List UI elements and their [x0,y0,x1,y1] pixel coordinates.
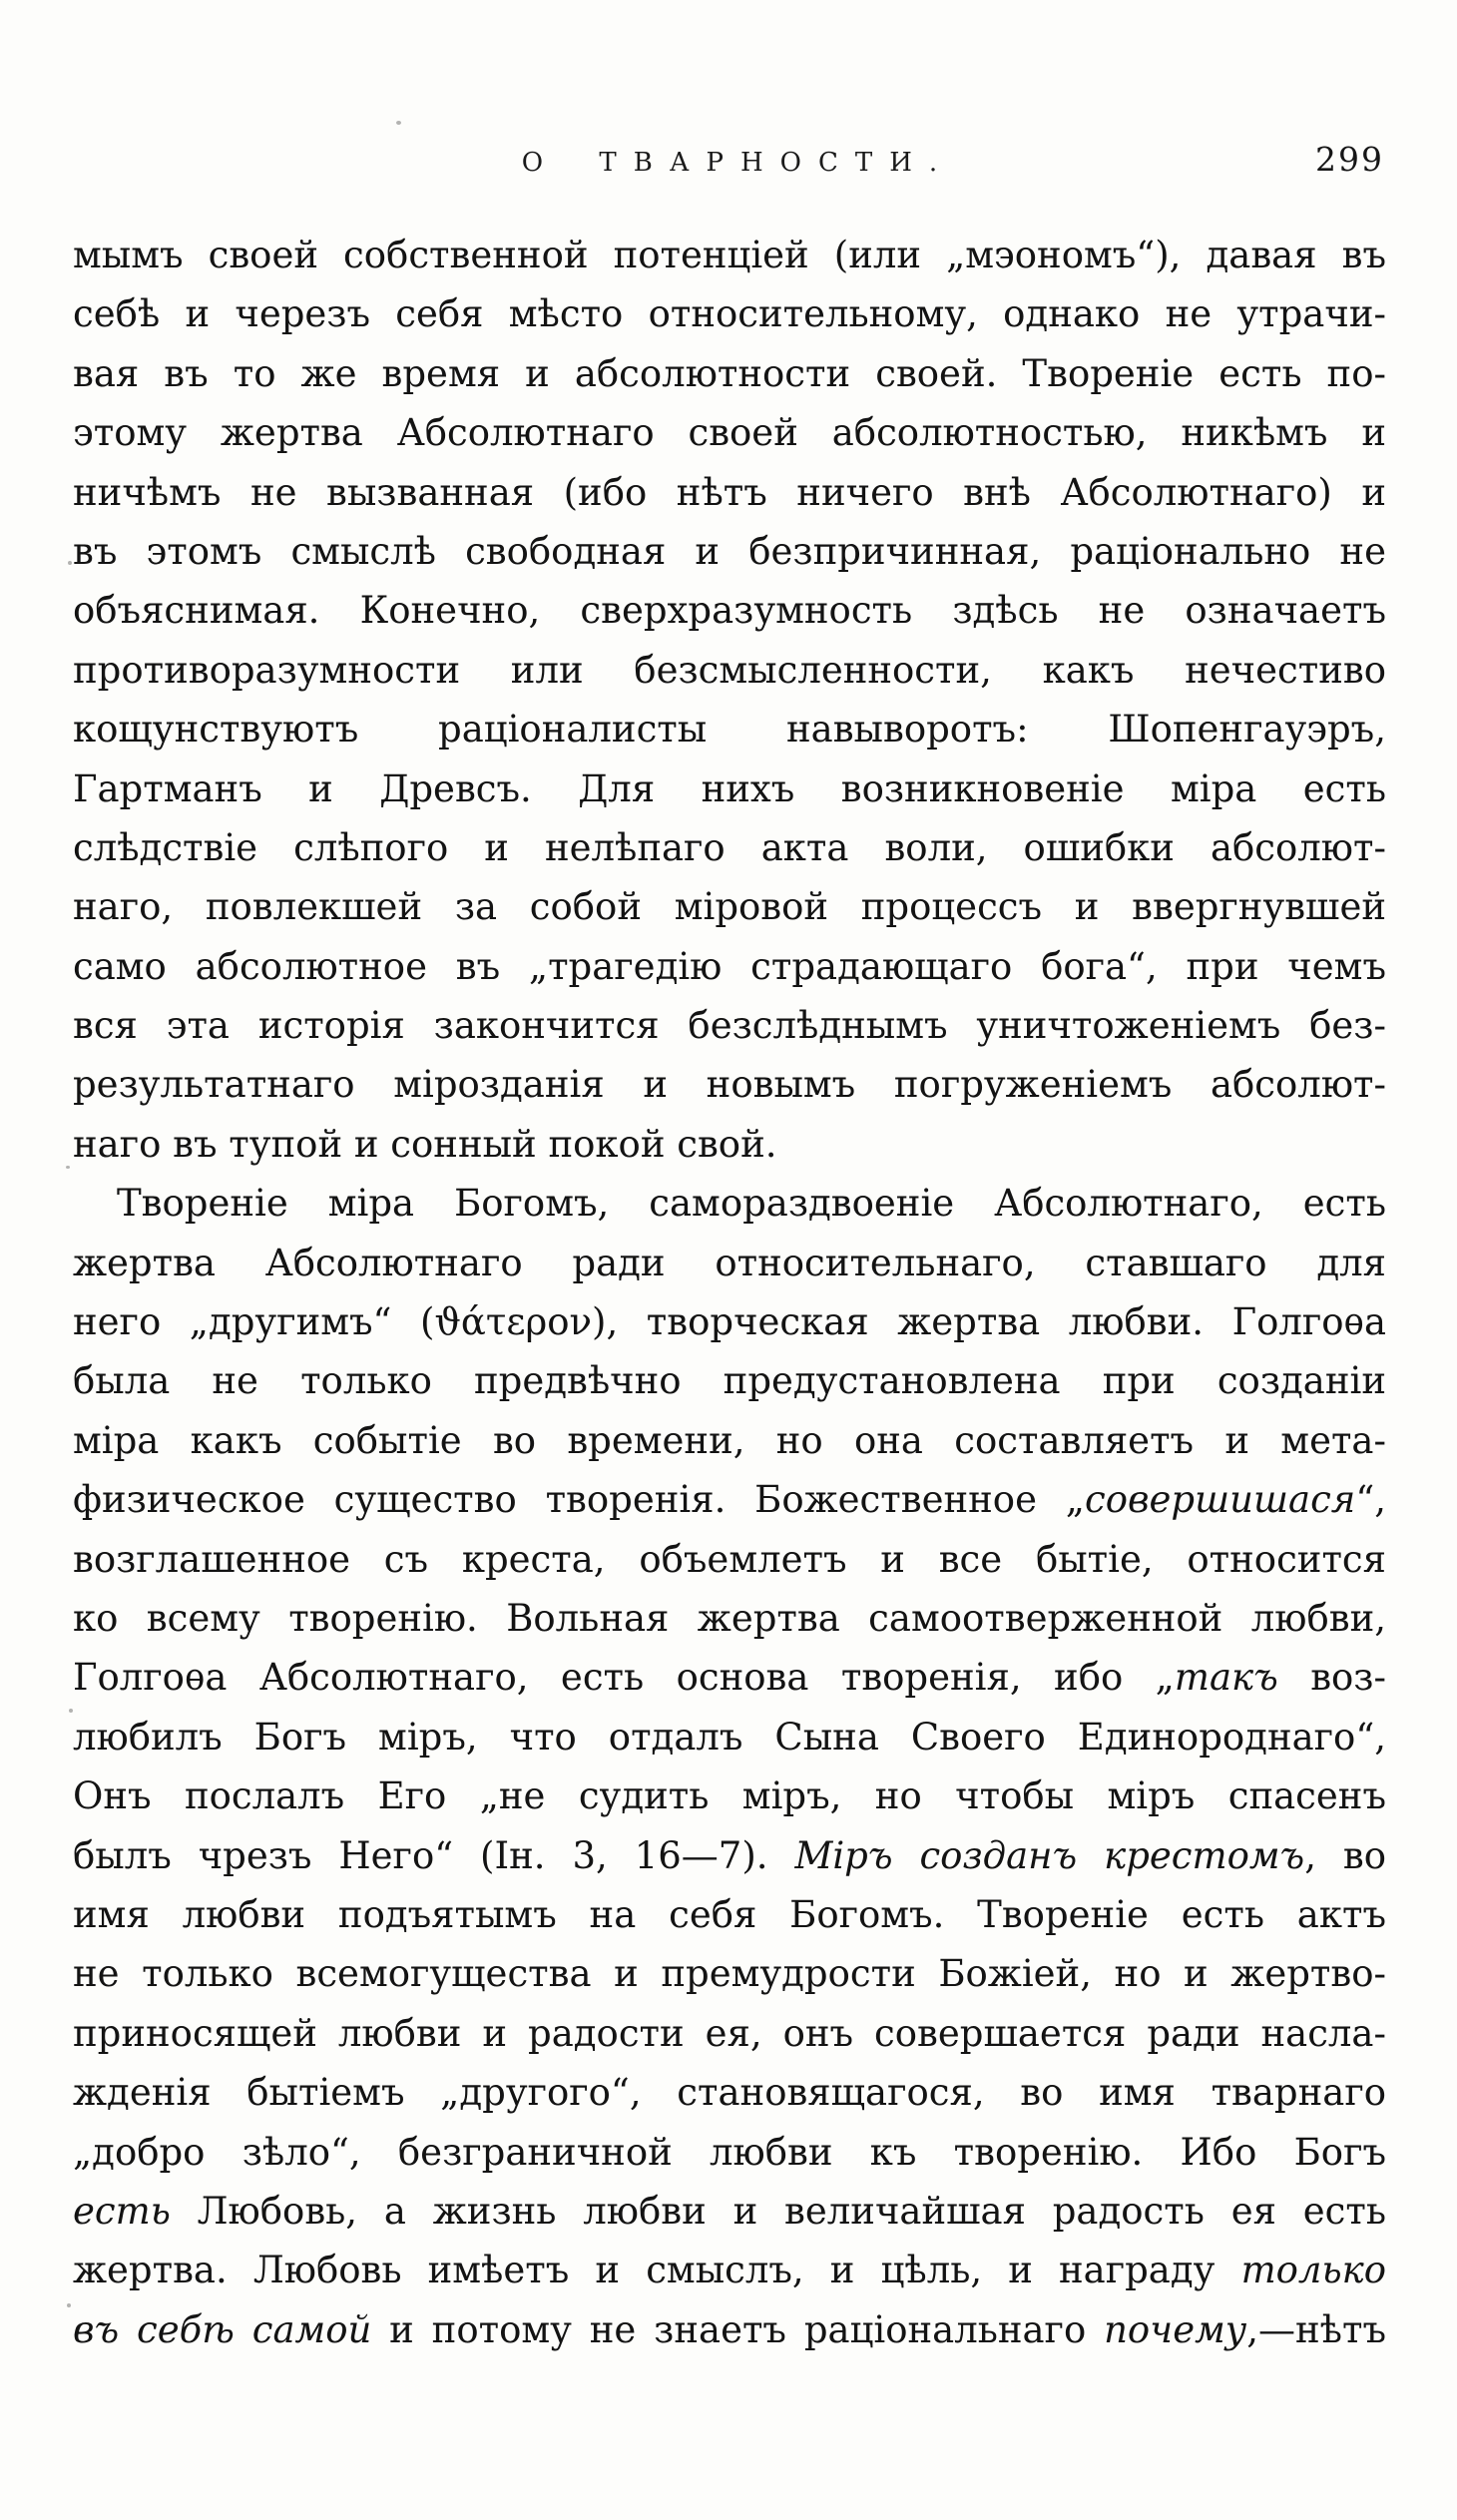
text-segment: ,—нѣтъ [1246,2307,1386,2351]
text-segment: въ этомъ смыслѣ свободная и безпричинная, раціонально не [73,529,1386,573]
text-line [73,1944,1386,2003]
text-line [73,1470,1386,1529]
italic-text-segment: совершишася [1084,1478,1356,1522]
text-segment: вся эта исторія закончится безслѣднымъ уничтоженіемъ без- [73,1004,1386,1048]
text-segment: воз- [1277,1656,1386,1700]
text-line [73,1885,1386,1944]
text-line [73,1648,1386,1707]
text-line [73,1530,1386,1589]
text-line [73,937,1386,996]
text-line [73,1055,1386,1114]
italic-text-segment: такъ [1174,1656,1278,1700]
text-segment: Гартманъ и Древсъ. Для нихъ возникновеніе міра есть [73,766,1386,810]
text-line [73,641,1386,700]
text-segment: само абсолютное въ „трагедію страдающаго бога“, при чемъ [73,944,1386,988]
text-segment: жденія бытіемъ „другого“, становящагося, во имя тварнаго [73,2071,1386,2115]
text-line [73,1708,1386,1766]
text-segment: жертва. Любовь имѣетъ и смыслъ, и цѣль, и награду [73,2249,1241,2292]
italic-text-segment: есть [73,2189,171,2233]
text-line [73,1234,1386,1292]
text-segment: , во [1304,1833,1387,1877]
text-line [73,2123,1386,2182]
text-line [73,1351,1386,1410]
text-line [73,877,1386,936]
text-segment: имя любви подъятымъ на себя Богомъ. Твореніе есть актъ [73,1892,1386,1936]
italic-text-segment: Міръ созданъ крестомъ [794,1833,1305,1877]
text-line [73,1292,1386,1351]
text-line [73,403,1386,462]
text-line [73,1115,1386,1174]
text-segment: себѣ и черезъ себя мѣсто относительному, однако не утрачи- [73,292,1386,336]
text-segment: физическое существо творенія. Божественное „ [73,1478,1085,1522]
text-segment: ничѣмъ не вызванная (ибо нѣтъ ничего внѣ Абсолютнаго) и [73,470,1386,514]
italic-text-segment: только [1240,2249,1386,2292]
text-segment: вая въ то же время и абсолютности своей. Твореніе есть по- [73,351,1386,395]
text-line [73,2063,1386,2122]
text-segment: кощунствуютъ раціоналисты навыворотъ: Шопенгауэръ, [73,708,1386,752]
text-line [73,996,1386,1055]
text-segment: жертва Абсолютнаго ради относительнаго, ставшаго для [73,1241,1386,1284]
text-segment: „добро зѣло“, безграничной любви къ творенію. Ибо Богъ [73,2130,1386,2174]
scan-speck [68,561,72,565]
scan-speck [67,2303,71,2307]
text-segment: объяснимая. Конечно, сверхразумность здѣсь не означаетъ [73,589,1386,633]
italic-text-segment: въ себѣ самой [73,2307,372,2351]
text-segment: любилъ Богъ міръ, что отдалъ Сына Своего Единороднаго“, [73,1715,1386,1759]
text-line [73,1589,1386,1648]
text-segment: и потому не знаетъ раціональнаго [371,2307,1105,2351]
scan-speck [396,121,401,125]
text-line [73,463,1386,522]
text-segment: мымъ своей собственной потенціей (или „мэономъ“), давая въ [73,234,1386,276]
text-body [73,226,1386,2359]
text-segment: “, [1355,1478,1386,1522]
text-segment: не только всемогущества и премудрости Божіей, но и жертво- [73,1952,1386,1996]
text-segment: приносящей любви и радости ея, онъ совершается ради насла- [73,2011,1386,2055]
text-line [73,1174,1386,1233]
italic-text-segment: почему [1104,2307,1247,2351]
text-line [73,2300,1386,2359]
text-segment: была не только предвѣчно предустановлена при созданіи [73,1359,1386,1403]
text-segment: былъ чрезъ Него“ (Ін. 3, 16—7). [73,1833,795,1877]
text-segment: Любовь, а жизнь любви и величайшая радость ея есть [170,2189,1386,2233]
text-segment: этому жертва Абсолютнаго своей абсолютностью, никѣмъ и [73,411,1386,455]
text-segment: Твореніе міра Богомъ, самораздвоеніе Абсолютнаго, есть [117,1182,1386,1226]
text-line [73,2004,1386,2063]
text-segment: наго, повлекшей за собой міровой процессъ и ввергнувшей [73,885,1386,929]
text-line [73,581,1386,640]
text-segment: результатнаго мірозданія и новымъ погруженіемъ абсолют- [73,1063,1386,1107]
text-segment: міра какъ событіе во времени, но она составляетъ и мета- [73,1418,1386,1462]
running-head [73,140,1386,196]
scan-speck [69,1709,73,1713]
text-line [73,284,1386,343]
text-line [73,818,1386,877]
text-line [73,2182,1386,2241]
text-segment: слѣдствіе слѣпого и нелѣпаго акта воли, ошибки абсолют- [73,825,1386,869]
text-line [73,1766,1386,1825]
text-segment: наго въ тупой и сонный покой свой. [73,1122,777,1166]
text-segment: возглашенное съ креста, объемлетъ и все бытіе, относится [73,1537,1386,1581]
scan-speck [66,1166,70,1169]
text-segment: противоразумности или безсмысленности, какъ нечестиво [73,648,1386,692]
chapter-title: О ТВАРНОСТИ. [521,148,955,178]
text-segment: Голгоѳа Абсолютнаго, есть основа творенія, ибо „ [73,1656,1175,1700]
text-segment: Онъ послалъ Его „не судить міръ, но чтобы міръ спасенъ [73,1774,1386,1818]
text-line [73,522,1386,581]
text-line [73,226,1386,284]
text-line [73,344,1386,403]
text-line [73,759,1386,818]
text-line [73,1411,1386,1470]
text-line [73,700,1386,758]
page-number: 299 [1315,140,1384,179]
text-line [73,1826,1386,1885]
text-segment: него „другимъ“ (ϑάτερον), творческая жертва любви. Голгоѳа [73,1300,1386,1344]
text-segment: ко всему творенію. Вольная жертва самоотверженной любви, [73,1596,1386,1640]
text-line [73,2241,1386,2299]
